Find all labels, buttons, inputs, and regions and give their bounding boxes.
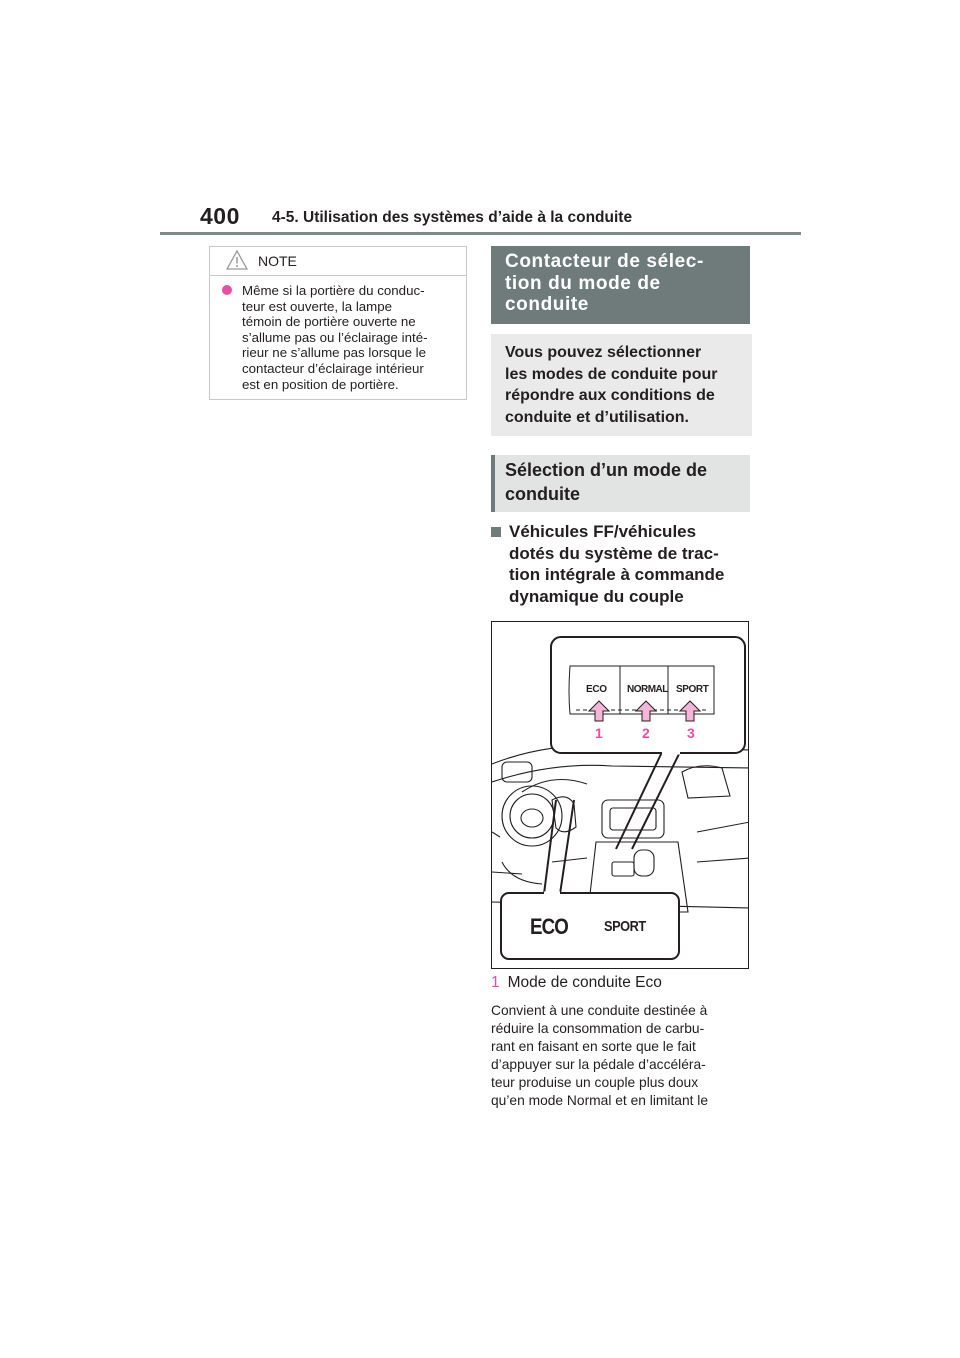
subsection-heading: Sélection d’un mode de conduite [491,455,750,512]
warning-icon [226,250,248,270]
item-1-description: Convient à une conduite destinée à réduire la consommation de carbu- rant en faisant en sorte que le fait d’appuyer sur la pédale d’accéléra- teur produise un couple plus doux qu’en mode Normal et en limitant le [491,1003,709,1108]
switch-label-eco: ECO [586,684,607,695]
note-title: NOTE [258,253,297,269]
section-banner: Contacteur de sélec- tion du mode de conduite [491,246,750,324]
item-1 [491,974,662,992]
square-bullet-icon [491,527,501,537]
callout-number: 2 [642,725,650,741]
note-header [210,247,466,276]
indicator-label-eco: ECO [530,914,568,939]
vehicle-heading-text: Véhicules FF/véhicules dotés du système de trac- tion intégrale à commande dynamique du couple [509,522,725,606]
item-number: 1 [491,974,500,991]
note-body [222,283,460,392]
switch-label-sport: SPORT [676,684,709,695]
indicator-label-sport: SPORT [604,918,646,935]
section-header-title: 4-5. Utilisation des systèmes d’aide à la conduite [272,209,633,226]
item-label: Mode de conduite Eco [507,974,662,991]
callout-number: 1 [595,725,603,741]
switch-label-normal: NORMAL [627,684,668,695]
bullet-icon [222,285,232,295]
vehicle-heading [491,521,750,607]
arrow-up-icon [635,700,657,722]
arrow-up-icon [588,700,610,722]
note-text: Même si la portière du conduc- teur est ouverte, la lampe témoin de portière ouverte ne s’allume pas ou l’éclairage inté- rieur ne s’allume pas lorsque le contacteur d’éclairage intérieur est en position de portière. [242,283,428,392]
callout-number: 3 [687,725,695,741]
note-box [209,246,467,400]
drive-mode-figure [491,621,749,969]
header-rule [160,232,801,235]
arrow-up-icon [679,700,701,722]
page-number: 400 [200,203,240,229]
intro-box: Vous pouvez sélectionner les modes de conduite pour répondre aux conditions de conduite et d’utilisation. [491,334,752,436]
